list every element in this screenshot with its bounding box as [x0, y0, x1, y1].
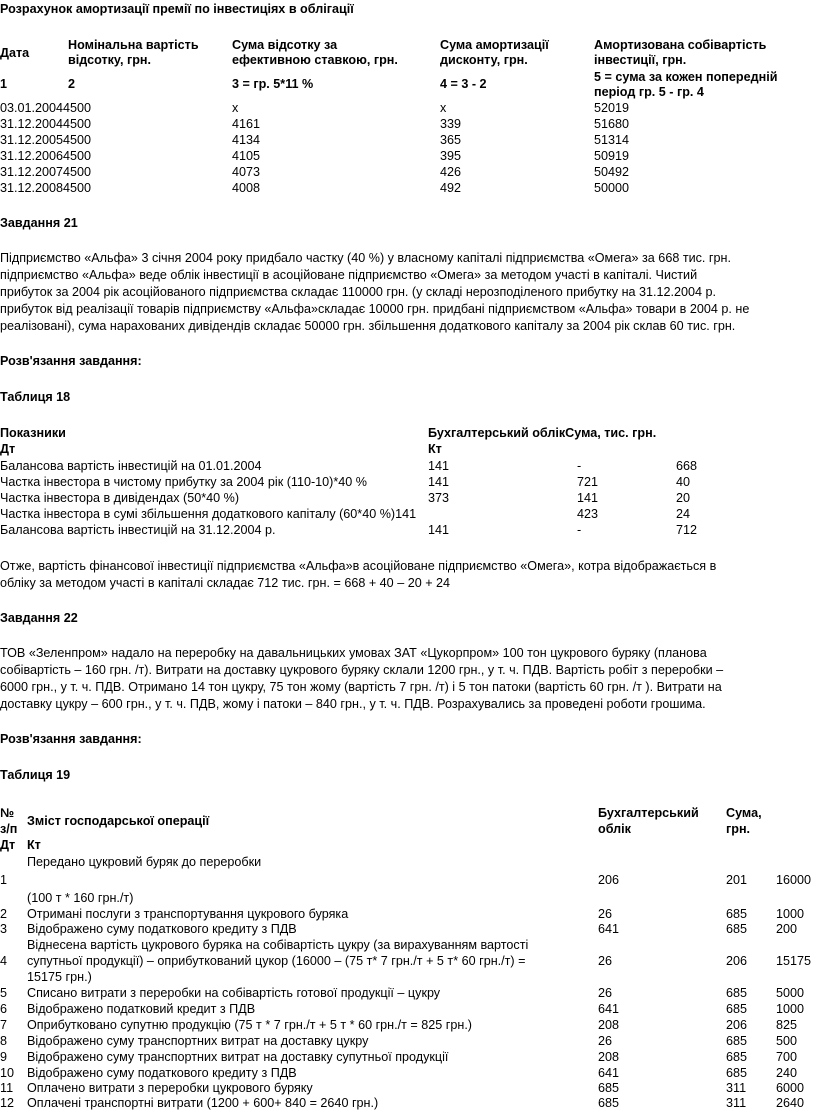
table19-row-dt: 208: [598, 1018, 620, 1032]
table19-row-number: 12: [0, 1096, 15, 1110]
task21-line-2: підприємство «Альфа» веде облік інвестиції в асоційоване підприємство «Омега» за методом участі в капіталі. Чистий: [0, 268, 698, 282]
table19-row-kt: 685: [726, 922, 748, 936]
table19-row-kt: 201: [726, 873, 748, 887]
table19-row-dt: 685: [598, 1096, 620, 1110]
table18-header-kt: Кт: [428, 442, 442, 456]
row-amortization: 492: [440, 181, 462, 195]
header-date: Дата: [0, 46, 30, 60]
column-number-3: 3 = гр. 5*11 %: [232, 77, 314, 91]
table18-row-label: Частка інвестора в дивідендах (50*40 %): [0, 491, 240, 505]
table19-row-kt: 206: [726, 954, 748, 968]
table19-row-number: 6: [0, 1002, 8, 1016]
table18-row-sum: 20: [676, 491, 691, 505]
table19-row-number: 5: [0, 986, 8, 1000]
table18-row-kt: 721: [577, 475, 599, 489]
table19-row-kt: 206: [726, 1018, 748, 1032]
row-effective: 4134: [232, 133, 261, 147]
table19-row-sum: 240: [776, 1066, 798, 1080]
task22-line-2: собівартість – 160 грн. /т). Витрати на доставку цукрового буряку склали 1200 грн., у т. ч. ПДВ. Вартість робіт з переробки –: [0, 663, 724, 677]
row-date: 31.12.20054500: [0, 133, 92, 147]
row-amortization: 339: [440, 117, 462, 131]
task22-line-4: доставку цукру – 600 грн., у т. ч. ПДВ, жому і патоки – 840 грн., у т. ч. ПДВ. Розрахувались за проведені роботи грошима.: [0, 697, 706, 711]
table19-row-number: 9: [0, 1050, 8, 1064]
table18-row-sum: 24: [676, 507, 691, 521]
row-cost: 51314: [594, 133, 630, 147]
table19-row-number: 10: [0, 1066, 15, 1080]
row-cost: 52019: [594, 101, 630, 115]
header-nominal-line1: Номінальна вартість: [68, 38, 199, 52]
header-nominal-line2: відсотку, грн.: [68, 53, 152, 67]
table18-row-label: Балансова вартість інвестицій на 31.12.2004 р.: [0, 523, 276, 537]
column-number-5-line2: період гр. 5 - гр. 4: [594, 85, 704, 99]
row-cost: 50492: [594, 165, 630, 179]
table18-header-dt: Дт: [0, 442, 16, 456]
table19-row-kt: 685: [726, 986, 748, 1000]
table18-row-label: Балансова вартість інвестицій на 01.01.2004: [0, 459, 262, 473]
table19-row-text: Відображено суму транспортних витрат на доставку цукру: [27, 1034, 369, 1048]
table19-row-kt: 685: [726, 1002, 748, 1016]
table18-row-dt: 373: [428, 491, 450, 505]
table19-header-kt: Кт: [27, 838, 41, 852]
table19-row-sum: 200: [776, 922, 798, 936]
row-effective: х: [232, 101, 239, 115]
table19-row-sum: 1000: [776, 907, 805, 921]
table19-row-sum: 1000: [776, 1002, 805, 1016]
table19-row-kt: 685: [726, 1034, 748, 1048]
row-amortization: 365: [440, 133, 462, 147]
row-effective: 4008: [232, 181, 261, 195]
header-amortization-line2: дисконту, грн.: [440, 53, 528, 67]
table18-title: Таблиця 18: [0, 390, 71, 404]
column-number-5-line1: 5 = сума за кожен попередній: [594, 70, 778, 84]
table19-row-number: 3: [0, 922, 8, 936]
table19-row-text: Відображено податковий кредит з ПДВ: [27, 1002, 256, 1016]
task21-solution-heading: Розв'язання завдання:: [0, 354, 142, 368]
table19-header-dt: Дт: [0, 838, 16, 852]
row-cost: 50000: [594, 181, 630, 195]
table19-row-number: 11: [0, 1081, 14, 1095]
table19-row-sum: 16000: [776, 873, 812, 887]
table19-row-dt: 206: [598, 873, 620, 887]
row-date: 31.12.20064500: [0, 149, 92, 163]
table19-row-text: Отримані послуги з транспортування цукрового буряка: [27, 907, 349, 921]
header-amortized-cost-line2: інвестиції, грн.: [594, 53, 687, 67]
table19-row-text: Відображено суму податкового кредиту з ПДВ: [27, 922, 297, 936]
task22-line-3: 6000 грн., у т. ч. ПДВ. Отримано 14 тон цукру, 75 тон жому (вартість 7 грн. /т) і 5 тон патоки (вартість 60 грн. /т ). Витрати на: [0, 680, 722, 694]
table19-row-sum: 15175: [776, 954, 812, 968]
table19-row-text: Оплачено витрати з переробки цукрового буряку: [27, 1081, 313, 1095]
table18-header-indicators: Показники: [0, 426, 66, 440]
table19-row-sum: 700: [776, 1050, 798, 1064]
task21-conclusion-line-1: Отже, вартість фінансової інвестиції підприємства «Альфа»в асоційоване підприємство «Омега», котра відображається в: [0, 559, 717, 573]
table19-row-dt: 26: [598, 954, 613, 968]
table19-row-number: 4: [0, 954, 8, 968]
task21-line-3: прибуток за 2004 рік асоційованого підприємства складає 110000 грн. (у складі нерозподіленого прибутку на 31.12.2004 р.: [0, 285, 717, 299]
table19-row-sum: 2640: [776, 1096, 805, 1110]
table18-row-dt: 141: [428, 475, 450, 489]
table19-row-text: Оплачені транспортні витрати (1200 + 600+ 840 = 2640 грн.): [27, 1096, 379, 1110]
table19-row-text: супутньої продукції) – оприбуткований цукор (16000 – (75 т* 7 грн./т + 5 т* 60 грн./т) =: [27, 954, 526, 968]
table18-row-label: Частка інвестора в сумі збільшення додаткового капіталу (60*40 %)141: [0, 507, 417, 521]
column-number-2: 2: [68, 77, 76, 91]
table19-row-text: Віднесена вартість цукрового буряка на собівартість цукру (за вирахуванням вартості: [27, 938, 529, 952]
table19-header-accounting-line2: облік: [598, 822, 631, 836]
table19-row-number: 8: [0, 1034, 8, 1048]
table19-row-dt: 641: [598, 1002, 620, 1016]
table19-row-number: 1: [0, 873, 8, 887]
row-date: 03.01.20044500: [0, 101, 92, 115]
table19-title: Таблиця 19: [0, 768, 71, 782]
table19-header-accounting-line1: Бухгалтерський: [598, 806, 699, 820]
header-effective-line2: ефективною ставкою, грн.: [232, 53, 398, 67]
table19-row-number: 7: [0, 1018, 8, 1032]
table19-row-text: 15175 грн.): [27, 970, 92, 984]
task21-heading: Завдання 21: [0, 216, 78, 230]
row-effective: 4161: [232, 117, 261, 131]
task21-conclusion-line-2: обліку за методом участі в капіталі складає 712 тис. грн. = 668 + 40 – 20 + 24: [0, 576, 451, 590]
header-amortized-cost-line1: Амортизована собівартість: [594, 38, 767, 52]
table19-row-text: Відображено суму транспортних витрат на доставку супутньої продукції: [27, 1050, 449, 1064]
table18-row-dt: 141: [428, 459, 450, 473]
task22-line-1: ТОВ «Зеленпром» надало на переробку на давальницьких умовах ЗАТ «Цукорпром» 100 тон цукрового буряку (планова: [0, 646, 707, 660]
table18-row-kt: -: [577, 459, 582, 473]
table18-row-kt: 423: [577, 507, 599, 521]
table19-row-dt: 208: [598, 1050, 620, 1064]
table19-row-text: Оприбутковано супутню продукцію (75 т * 7 грн./т + 5 т * 60 грн./т = 825 грн.): [27, 1018, 473, 1032]
table19-header-number-line1: №: [0, 806, 15, 820]
table19-row-dt: 641: [598, 1066, 620, 1080]
table19-row-sum: 500: [776, 1034, 798, 1048]
task21-line-1: Підприємство «Альфа» 3 січня 2004 року придбало частку (40 %) у власному капіталі підприємства «Омега» за 668 тис. грн.: [0, 251, 731, 265]
table19-row-sum: 825: [776, 1018, 798, 1032]
table18-row-dt: 141: [428, 523, 450, 537]
table19-header-sum-line1: Сума,: [726, 806, 762, 820]
table18-row-kt: 141: [577, 491, 599, 505]
table19-row-kt: 685: [726, 1050, 748, 1064]
column-number-4: 4 = 3 - 2: [440, 77, 487, 91]
table19-row-dt: 26: [598, 986, 613, 1000]
table19-row-kt: 685: [726, 1066, 748, 1080]
task22-heading: Завдання 22: [0, 611, 78, 625]
table18-row-kt: -: [577, 523, 582, 537]
table19-row-kt: 685: [726, 907, 748, 921]
row-date: 31.12.20044500: [0, 117, 92, 131]
header-effective-line1: Сума відсотку за: [232, 38, 338, 52]
table19-row-sum: 5000: [776, 986, 805, 1000]
table19-row-sum: 6000: [776, 1081, 805, 1095]
row-amortization: 426: [440, 165, 462, 179]
table19-row-text: Списано витрати з переробки на собівартість готової продукції – цукру: [27, 986, 441, 1000]
table19-row-text: (100 т * 160 грн./т): [27, 891, 134, 905]
table19-row-number: 2: [0, 907, 8, 921]
row-cost: 50919: [594, 149, 630, 163]
table19-row-kt: 311: [726, 1081, 747, 1095]
table19-row-text: Передано цукровий буряк до переробки: [27, 855, 262, 869]
table19-row-text: Відображено суму податкового кредиту з ПДВ: [27, 1066, 297, 1080]
header-amortization-line1: Сума амортизації: [440, 38, 549, 52]
amortization-title: Розрахунок амортизації премії по інвестиціях в облігації: [0, 2, 354, 16]
table19-row-dt: 641: [598, 922, 620, 936]
table18-row-sum: 712: [676, 523, 698, 537]
row-effective: 4105: [232, 149, 261, 163]
task21-line-4: прибуток від реалізації товарів підприємству «Альфа»складає 10000 грн. придбані підприємством «Альфа» товари в 2004 р. не: [0, 302, 750, 316]
table18-header-accounting: Бухгалтерський облікСума, тис. грн.: [428, 426, 657, 440]
table19-header-content: Зміст господарської операції: [27, 814, 210, 828]
row-amortization: х: [440, 101, 447, 115]
row-effective: 4073: [232, 165, 261, 179]
row-cost: 51680: [594, 117, 630, 131]
column-number-1: 1: [0, 77, 8, 91]
table19-header-number-line2: з/п: [0, 822, 18, 836]
table18-row-sum: 40: [676, 475, 691, 489]
table18-row-label: Частка інвестора в чистому прибутку за 2004 рік (110-10)*40 %: [0, 475, 367, 489]
table19-header-sum-line2: грн.: [726, 822, 751, 836]
row-amortization: 395: [440, 149, 462, 163]
table19-row-dt: 685: [598, 1081, 620, 1095]
task21-line-5: реалізовані), сума нарахованих дивідендів складає 50000 грн. збільшення додаткового капіталу за 2004 рік склав 60 тис. грн.: [0, 319, 736, 333]
table19-row-dt: 26: [598, 907, 613, 921]
row-date: 31.12.20074500: [0, 165, 92, 179]
table19-row-dt: 26: [598, 1034, 613, 1048]
table19-row-kt: 311: [726, 1096, 747, 1110]
row-date: 31.12.20084500: [0, 181, 92, 195]
task22-solution-heading: Розв'язання завдання:: [0, 732, 142, 746]
table18-row-sum: 668: [676, 459, 698, 473]
